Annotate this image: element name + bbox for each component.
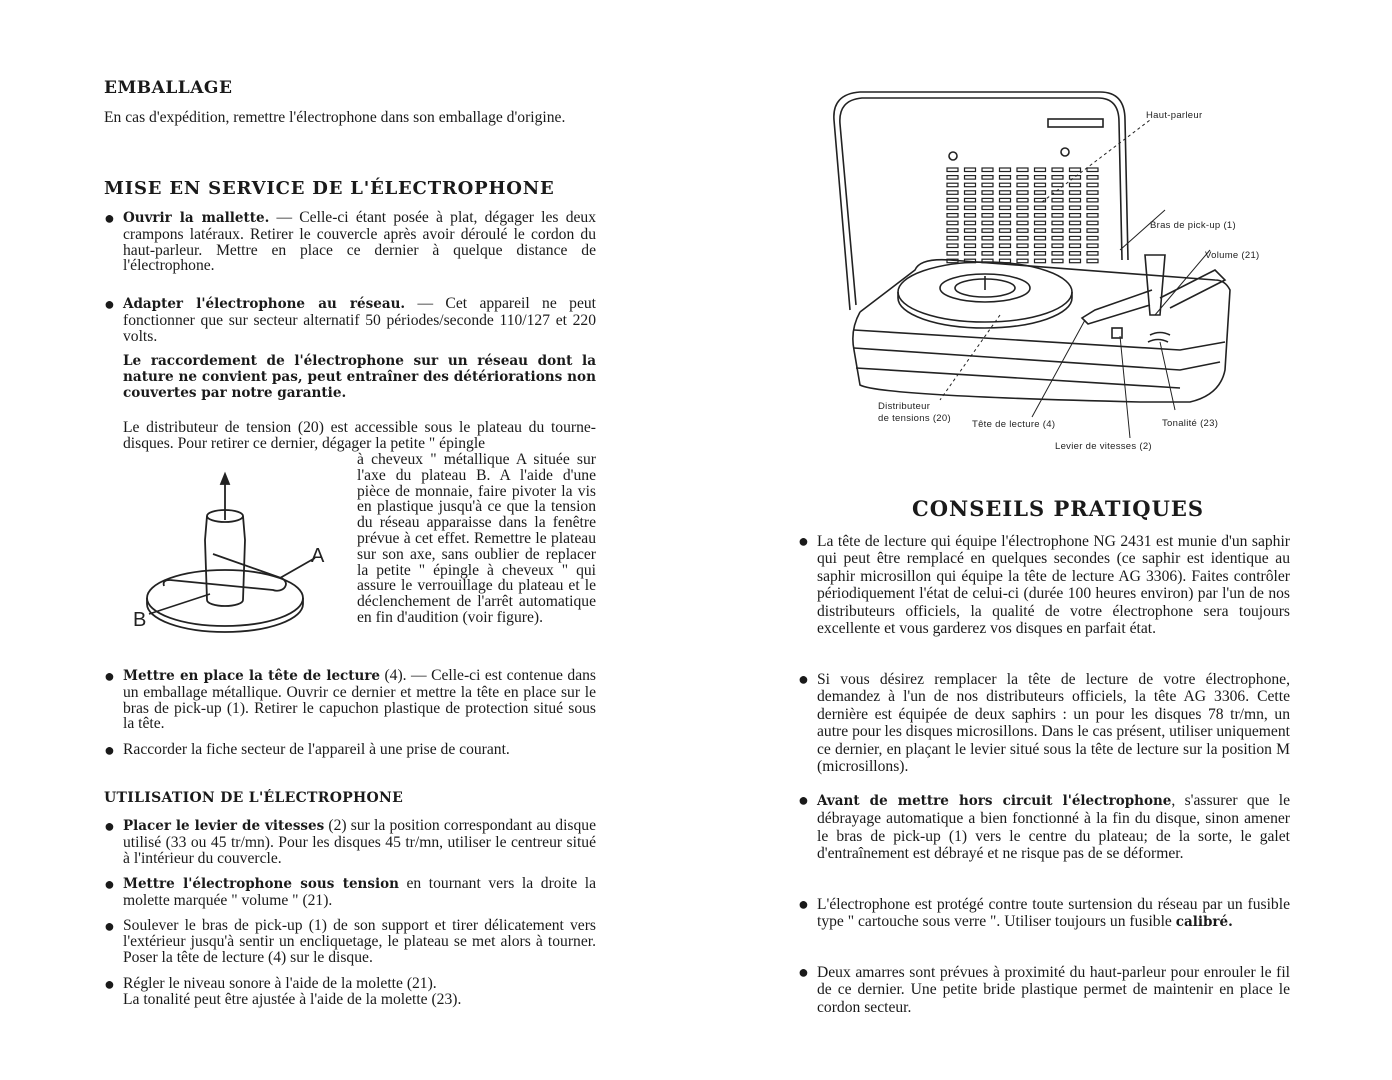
grille-slot [1052, 229, 1063, 233]
warning-text: Le raccordement de l'électrophone sur un réseau dont la nature ne convient pas, peut entraîner des détériorations non couvertes par notre garantie. [123, 353, 596, 401]
grille-slot [1035, 168, 1046, 172]
grille-slot [1000, 168, 1011, 172]
section-title-emballage: EMBALLAGE [104, 78, 233, 98]
item-text: , s'assurer que le débrayage automatique a bien fonctionné à la fin du disque, sinon amener le bras de pick-up (1) vers le centre du plateau; de la sorte, le galet d'entraînement est débrayé et ne risque pas de se déformer. [817, 792, 1290, 863]
grille-slot [982, 206, 993, 210]
grille-slot [1017, 183, 1028, 187]
grille-slot [1017, 236, 1028, 240]
grille-slot [947, 229, 958, 233]
bullet-icon: ● [104, 974, 115, 994]
grille-slot [1087, 168, 1098, 172]
item-text: L'électrophone est protégé contre toute surtension du réseau par un fusible type " cartouche sous verre ". Utiliser toujours un fusible [817, 896, 1290, 931]
emballage-text: En cas d'expédition, remettre l'électrophone dans son emballage d'origine. [104, 109, 566, 126]
grille-slot [1087, 214, 1098, 218]
grille-slot [947, 244, 958, 248]
grille-slot [1035, 236, 1046, 240]
item-text: Soulever le bras de pick-up (1) de son support et tirer délicatement vers l'extérieur jusqu'à sentir un encliquetage, le plateau se met alors à tourner. Poser la tête de lecture (4) sur le disque. [123, 917, 596, 966]
grille-slot [947, 214, 958, 218]
label-bras-pick-up: Bras de pick-up (1) [1150, 220, 1236, 231]
grille-slot [1052, 206, 1063, 210]
grille-slot [965, 229, 976, 233]
grille-slot [1035, 259, 1046, 263]
bullet-icon: ● [798, 669, 809, 689]
item-bold: calibré. [1175, 914, 1233, 931]
label-tonalite: Tonalité (23) [1162, 418, 1219, 429]
item-text: La tête de lecture qui équipe l'électrophone NG 2431 est munie d'un saphir qui peut être remplacé en quelques secondes (ce saphir est identique au saphir microsillon qui équipe la tête de lecture AG 3306). Faites contrôler périodiquement l'état de celui-ci (durée 100 heures environ) par l'un de nos distributeurs officiels, la qualité de votre électrophone sera toujours excellente et vous garderez vos disques en parfait état. [817, 533, 1290, 638]
grille-slot [1070, 198, 1081, 202]
grille-slot [1070, 221, 1081, 225]
grille-slot [1000, 214, 1011, 218]
list-item [104, 742, 596, 758]
grille-slot [1087, 252, 1098, 256]
grille-slot [1087, 206, 1098, 210]
grille-slot [1087, 259, 1098, 263]
grille-slot [982, 198, 993, 202]
grille-slot [1000, 183, 1011, 187]
grille-slot [947, 221, 958, 225]
item-text: Deux amarres sont prévues à proximité du haut-parleur pour enrouler le fil de ce dernier. Une petite bride plastique permet de maintenir en place le cordon secteur. [817, 964, 1290, 1016]
bullet-icon: ● [798, 531, 809, 551]
label-distributeur-2: de tensions (20) [878, 413, 951, 424]
grille-slot [982, 176, 993, 180]
grille-slot [1035, 229, 1046, 233]
grille-slot [982, 244, 993, 248]
item-text: — Cet appareil ne peut fonctionner que sur secteur alternatif 50 périodes/seconde 110/127 et 220 volts. [123, 295, 596, 345]
grille-slot [1087, 198, 1098, 202]
grille-slot [1070, 214, 1081, 218]
grille-slot [1070, 252, 1081, 256]
grille-slot [982, 191, 993, 195]
item-text: en tournant vers la droite la molette marquée " volume " (21). [123, 875, 596, 909]
grille-slot [1087, 221, 1098, 225]
grille-slot [982, 252, 993, 256]
grille-slot [1052, 198, 1063, 202]
grille-slot [1000, 244, 1011, 248]
item-bold: Placer le levier de vitesses [123, 818, 325, 834]
list-item [798, 792, 1290, 863]
bullet-icon: ● [104, 874, 115, 894]
bullet-icon: ● [104, 916, 115, 936]
label-levier-vitesses: Levier de vitesses (2) [1055, 441, 1152, 452]
grille-slot [982, 229, 993, 233]
grille-slot [1070, 229, 1081, 233]
bullet-icon: ● [798, 790, 809, 810]
bullet-icon: ● [104, 816, 115, 836]
grille-slot [947, 176, 958, 180]
label-distributeur: Distributeur [878, 401, 931, 412]
grille-slot [1000, 176, 1011, 180]
list-item [798, 671, 1290, 775]
grille-slot [1052, 236, 1063, 240]
grille-slot [1052, 221, 1063, 225]
item-text: — Celle-ci étant posée à plat, dégager les deux crampons latéraux. Retirer le couvercle après avoir déroulé le cordon du haut-parleur. Mettre en place ce dernier à quelque distance de l'électrophone. [123, 209, 597, 275]
grille-slot [1000, 191, 1011, 195]
grille-slot [965, 198, 976, 202]
grille-slot [965, 183, 976, 187]
item-bold: Mettre l'électrophone sous tension [123, 876, 399, 892]
distributor-text: Le distributeur de tension (20) est accessible sous le plateau du tourne-disques. Pour retirer ce dernier, dégager la petite " épingle [123, 419, 596, 452]
grille-slot [1070, 259, 1081, 263]
bullet-icon: ● [798, 962, 809, 982]
list-item [798, 896, 1290, 932]
list-item [104, 818, 596, 866]
grille-slot [982, 214, 993, 218]
grille-slot [1017, 244, 1028, 248]
item-bold: Avant de mettre hors circuit l'électrophone [817, 793, 1172, 809]
grille-slot [1052, 214, 1063, 218]
grille-slot [1052, 183, 1063, 187]
bullet-icon: ● [104, 208, 115, 228]
list-item [104, 976, 596, 1008]
item-text: (2) sur la position correspondant au disque utilisé (33 ou 45 tr/mn). Pour les disques 45 tr/mn, utiliser le centreur situé à l'intérieur du couvercle. [123, 817, 596, 867]
grille-slot [1035, 191, 1046, 195]
grille-slot [965, 252, 976, 256]
item-bold: Adapter l'électrophone au réseau. [123, 296, 406, 312]
grille-slot [1017, 206, 1028, 210]
grille-slot [1035, 206, 1046, 210]
item-text: Si vous désirez remplacer la tête de lecture de votre électrophone, demandez à l'un de nos distributeurs officiels, la tête AG 3306. Cette dernière est équipée de deux saphirs : un pour les disques 78 tr/mn, un autre pour les disques microsillons. Dans le cas présent, utiliser uniquement ce dernier, en plaçant le levier situé sous la tête de lecture sur la position M (microsillons). [817, 671, 1290, 776]
grille-slot [1000, 198, 1011, 202]
grille-slot [1017, 214, 1028, 218]
grille-slot [965, 206, 976, 210]
list-item [104, 210, 596, 274]
grille-slot [965, 236, 976, 240]
grille-slot [947, 183, 958, 187]
grille-slot [947, 206, 958, 210]
grille-slot [1070, 176, 1081, 180]
grille-slot [1035, 244, 1046, 248]
grille-slot [1070, 168, 1081, 172]
list-item [104, 668, 596, 732]
bullet-icon: ● [104, 294, 115, 314]
item-text: La tonalité peut être ajustée à l'aide de la molette (23). [123, 990, 462, 1008]
grille-slot [947, 252, 958, 256]
label-tete-lecture: Tête de lecture (4) [972, 419, 1056, 430]
item-bold: Ouvrir la mallette. [123, 210, 270, 226]
grille-slot [1017, 259, 1028, 263]
grille-slot [1017, 168, 1028, 172]
section-title-mise-en-service: MISE EN SERVICE DE L'ÉLECTROPHONE [104, 178, 555, 199]
label-volume: Volume (21) [1205, 250, 1260, 261]
grille-slot [1052, 259, 1063, 263]
grille-slot [965, 191, 976, 195]
grille-slot [1070, 206, 1081, 210]
grille-slot [1070, 191, 1081, 195]
grille-slot [1070, 236, 1081, 240]
grille-slot [1017, 198, 1028, 202]
figure-label-a: A [311, 545, 325, 567]
grille-slot [1017, 221, 1028, 225]
list-item [798, 533, 1290, 637]
grille-slot [965, 176, 976, 180]
grille-slot [1087, 229, 1098, 233]
grille-slot [982, 183, 993, 187]
grille-slot [947, 168, 958, 172]
grille-slot [947, 191, 958, 195]
grille-slot [965, 244, 976, 248]
grille-slot [1052, 252, 1063, 256]
grille-slot [1000, 206, 1011, 210]
grille-slot [1070, 244, 1081, 248]
grille-slot [1017, 191, 1028, 195]
grille-slot [1000, 252, 1011, 256]
grille-slot [1017, 176, 1028, 180]
grille-slot [1035, 252, 1046, 256]
grille-slot [1087, 236, 1098, 240]
item-text: Raccorder la fiche secteur de l'appareil à une prise de courant. [123, 741, 510, 758]
grille-slot [1035, 221, 1046, 225]
record-player-diagram [820, 80, 1280, 460]
grille-slot [965, 168, 976, 172]
list-item [798, 964, 1290, 1016]
bullet-icon: ● [798, 894, 809, 914]
item-bold: Mettre en place la tête de lecture [123, 668, 381, 684]
grille-slot [1035, 176, 1046, 180]
grille-slot [1070, 183, 1081, 187]
grille-slot [982, 221, 993, 225]
figure-label-b: B [133, 609, 147, 631]
grille-slot [1017, 229, 1028, 233]
grille-slot [1087, 191, 1098, 195]
grille-slot [1087, 176, 1098, 180]
item-text: (4). — Celle-ci est contenue dans un emballage métallique. Ouvrir ce dernier et mettre la tête en place sur le bras de pick-up (1). Retirer le capuchon plastique de protection situé sous la tête. [123, 667, 596, 733]
grille-slot [982, 168, 993, 172]
grille-slot [1087, 244, 1098, 248]
grille-slot [965, 221, 976, 225]
list-item [104, 918, 596, 965]
grille-slot [1000, 221, 1011, 225]
section-title-conseils: CONSEILS PRATIQUES [912, 496, 1205, 521]
grille-slot [1000, 229, 1011, 233]
grille-slot [1000, 236, 1011, 240]
grille-slot [965, 214, 976, 218]
label-haut-parleur: Haut-parleur [1146, 110, 1203, 121]
grille-slot [947, 198, 958, 202]
grille-slot [1017, 252, 1028, 256]
bullet-icon: ● [104, 666, 115, 686]
grille-slot [1035, 183, 1046, 187]
grille-slot [1035, 214, 1046, 218]
grille-slot [1052, 176, 1063, 180]
grille-slot [947, 236, 958, 240]
list-item [104, 296, 596, 344]
grille-slot [1052, 168, 1063, 172]
list-item [104, 876, 596, 909]
distributor-text-side: à cheveux " métallique A située sur l'axe du plateau B. A l'aide d'une pièce de monnaie, faire pivoter la vis en plastique jusqu'à ce que la tension du réseau apparaisse dans la fenêtre prévue à cet effet. Remettre le plateau sur son axe, sans oublier de replacer la petite " épingle à cheveux " qui assure le verrouillage du plateau et le déclenchement de l'arrêt automatique en fin d'audition (voir figure). [357, 451, 596, 626]
grille-slot [982, 236, 993, 240]
item-text: Régler le niveau sonore à l'aide de la molette (21). [123, 975, 437, 992]
grille-slot [1087, 183, 1098, 187]
section-title-utilisation: UTILISATION DE L'ÉLECTROPHONE [104, 790, 404, 806]
hairpin-figure [125, 470, 345, 640]
bullet-icon: ● [104, 740, 115, 760]
grille-slot [1052, 244, 1063, 248]
